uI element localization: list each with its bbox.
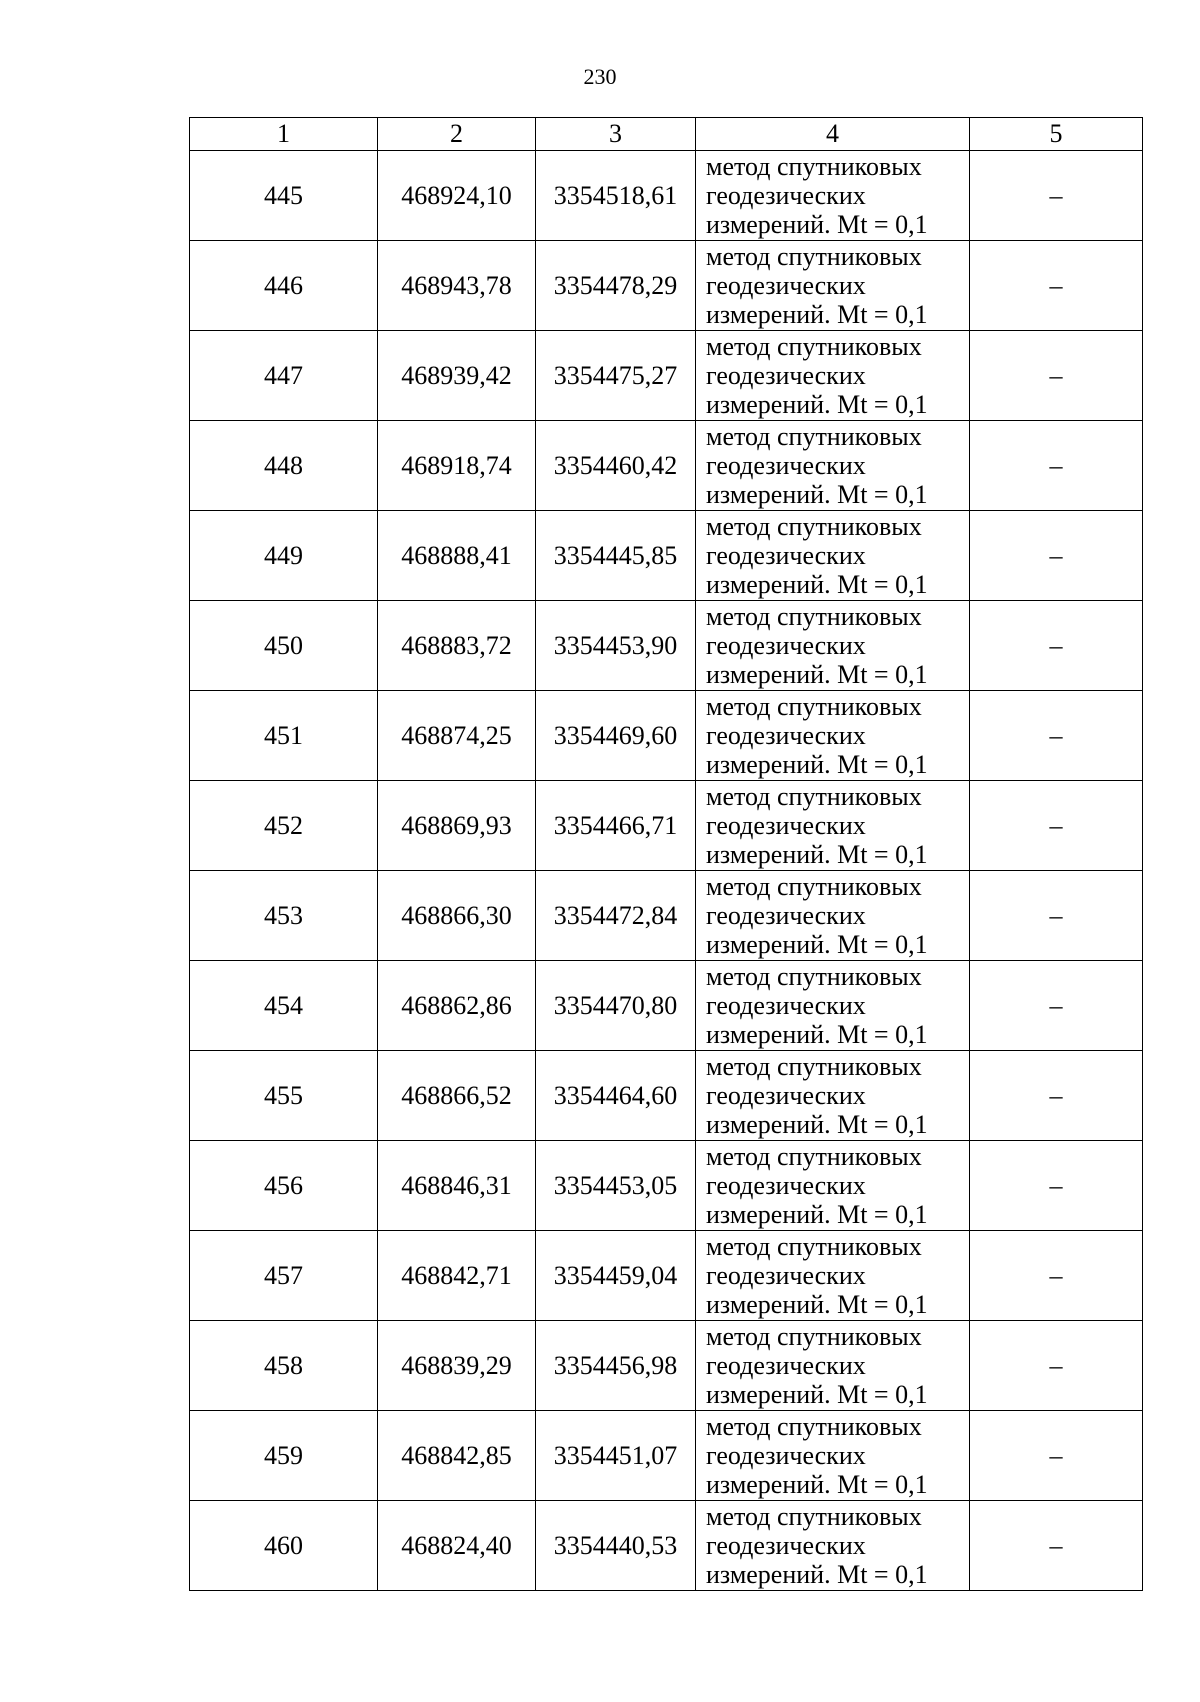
point-number-cell: 455 bbox=[190, 1051, 378, 1141]
point-number-cell: 448 bbox=[190, 421, 378, 511]
x-coordinate-cell: 468939,42 bbox=[378, 331, 536, 421]
method-cell bbox=[696, 241, 970, 331]
y-coordinate-cell: 3354453,05 bbox=[536, 1141, 696, 1231]
point-number-cell: 457 bbox=[190, 1231, 378, 1321]
method-cell bbox=[696, 1141, 970, 1231]
method-line: геодезических bbox=[706, 991, 866, 1020]
method-cell bbox=[696, 1231, 970, 1321]
table-header bbox=[190, 118, 1143, 151]
table-row bbox=[190, 151, 1143, 241]
header-cell-5: 5 bbox=[970, 118, 1143, 151]
note-cell: – bbox=[970, 421, 1143, 511]
method-line: измерений. Mt = 0,1 bbox=[706, 1470, 928, 1499]
y-coordinate-cell: 3354459,04 bbox=[536, 1231, 696, 1321]
method-line: измерений. Mt = 0,1 bbox=[706, 930, 928, 959]
table-row bbox=[190, 1051, 1143, 1141]
method-line: измерений. Mt = 0,1 bbox=[706, 1020, 928, 1049]
method-line: метод спутниковых bbox=[706, 1322, 922, 1351]
method-line: геодезических bbox=[706, 1441, 866, 1470]
note-cell: – bbox=[970, 1141, 1143, 1231]
method-line: геодезических bbox=[706, 811, 866, 840]
header-cell-1: 1 bbox=[190, 118, 378, 151]
method-line: метод спутниковых bbox=[706, 1052, 922, 1081]
method-line: геодезических bbox=[706, 1171, 866, 1200]
method-line: измерений. Mt = 0,1 bbox=[706, 390, 928, 419]
method-line: метод спутниковых bbox=[706, 692, 922, 721]
method-line: геодезических bbox=[706, 451, 866, 480]
table-row bbox=[190, 241, 1143, 331]
y-coordinate-cell: 3354445,85 bbox=[536, 511, 696, 601]
method-cell bbox=[696, 511, 970, 601]
x-coordinate-cell: 468918,74 bbox=[378, 421, 536, 511]
method-cell bbox=[696, 151, 970, 241]
header-cell-2: 2 bbox=[378, 118, 536, 151]
point-number-cell: 450 bbox=[190, 601, 378, 691]
note-cell: – bbox=[970, 511, 1143, 601]
method-cell bbox=[696, 1321, 970, 1411]
x-coordinate-cell: 468842,71 bbox=[378, 1231, 536, 1321]
x-coordinate-cell: 468839,29 bbox=[378, 1321, 536, 1411]
y-coordinate-cell: 3354440,53 bbox=[536, 1501, 696, 1591]
point-number-cell: 447 bbox=[190, 331, 378, 421]
method-line: геодезических bbox=[706, 1351, 866, 1380]
y-coordinate-cell: 3354472,84 bbox=[536, 871, 696, 961]
method-line: метод спутниковых bbox=[706, 332, 922, 361]
method-line: геодезических bbox=[706, 181, 866, 210]
method-cell bbox=[696, 961, 970, 1051]
method-line: метод спутниковых bbox=[706, 512, 922, 541]
method-line: измерений. Mt = 0,1 bbox=[706, 480, 928, 509]
point-number-cell: 460 bbox=[190, 1501, 378, 1591]
method-line: измерений. Mt = 0,1 bbox=[706, 1110, 928, 1139]
method-line: измерений. Mt = 0,1 bbox=[706, 840, 928, 869]
point-number-cell: 451 bbox=[190, 691, 378, 781]
table-row bbox=[190, 1321, 1143, 1411]
method-line: геодезических bbox=[706, 361, 866, 390]
method-line: геодезических bbox=[706, 541, 866, 570]
y-coordinate-cell: 3354453,90 bbox=[536, 601, 696, 691]
y-coordinate-cell: 3354478,29 bbox=[536, 241, 696, 331]
method-line: измерений. Mt = 0,1 bbox=[706, 1560, 928, 1589]
note-cell: – bbox=[970, 1411, 1143, 1501]
method-cell bbox=[696, 331, 970, 421]
note-cell: – bbox=[970, 241, 1143, 331]
point-number-cell: 445 bbox=[190, 151, 378, 241]
method-line: измерений. Mt = 0,1 bbox=[706, 1200, 928, 1229]
method-line: метод спутниковых bbox=[706, 962, 922, 991]
method-line: геодезических bbox=[706, 1081, 866, 1110]
table-row bbox=[190, 1411, 1143, 1501]
x-coordinate-cell: 468866,30 bbox=[378, 871, 536, 961]
method-cell bbox=[696, 421, 970, 511]
note-cell: – bbox=[970, 961, 1143, 1051]
x-coordinate-cell: 468869,93 bbox=[378, 781, 536, 871]
method-line: геодезических bbox=[706, 1531, 866, 1560]
method-line: геодезических bbox=[706, 271, 866, 300]
method-line: геодезических bbox=[706, 901, 866, 930]
table-row bbox=[190, 781, 1143, 871]
header-cell-3: 3 bbox=[536, 118, 696, 151]
point-number-cell: 459 bbox=[190, 1411, 378, 1501]
table-row bbox=[190, 1141, 1143, 1231]
table-row bbox=[190, 601, 1143, 691]
note-cell: – bbox=[970, 1051, 1143, 1141]
method-line: измерений. Mt = 0,1 bbox=[706, 660, 928, 689]
note-cell: – bbox=[970, 1231, 1143, 1321]
header-row bbox=[190, 118, 1143, 151]
x-coordinate-cell: 468943,78 bbox=[378, 241, 536, 331]
coordinates-table bbox=[189, 117, 1143, 1591]
y-coordinate-cell: 3354518,61 bbox=[536, 151, 696, 241]
x-coordinate-cell: 468866,52 bbox=[378, 1051, 536, 1141]
method-line: метод спутниковых bbox=[706, 152, 922, 181]
method-cell bbox=[696, 691, 970, 781]
method-line: метод спутниковых bbox=[706, 422, 922, 451]
point-number-cell: 449 bbox=[190, 511, 378, 601]
note-cell: – bbox=[970, 331, 1143, 421]
method-line: метод спутниковых bbox=[706, 1232, 922, 1261]
method-line: метод спутниковых bbox=[706, 602, 922, 631]
note-cell: – bbox=[970, 1501, 1143, 1591]
y-coordinate-cell: 3354464,60 bbox=[536, 1051, 696, 1141]
note-cell: – bbox=[970, 1321, 1143, 1411]
table-row bbox=[190, 961, 1143, 1051]
y-coordinate-cell: 3354466,71 bbox=[536, 781, 696, 871]
y-coordinate-cell: 3354469,60 bbox=[536, 691, 696, 781]
method-line: измерений. Mt = 0,1 bbox=[706, 300, 928, 329]
y-coordinate-cell: 3354470,80 bbox=[536, 961, 696, 1051]
method-cell bbox=[696, 1501, 970, 1591]
method-line: измерений. Mt = 0,1 bbox=[706, 750, 928, 779]
method-cell bbox=[696, 601, 970, 691]
note-cell: – bbox=[970, 601, 1143, 691]
table-row bbox=[190, 1501, 1143, 1591]
point-number-cell: 452 bbox=[190, 781, 378, 871]
method-line: метод спутниковых bbox=[706, 242, 922, 271]
x-coordinate-cell: 468883,72 bbox=[378, 601, 536, 691]
method-line: геодезических bbox=[706, 721, 866, 750]
point-number-cell: 453 bbox=[190, 871, 378, 961]
table-body bbox=[190, 151, 1143, 1591]
y-coordinate-cell: 3354460,42 bbox=[536, 421, 696, 511]
point-number-cell: 458 bbox=[190, 1321, 378, 1411]
x-coordinate-cell: 468924,10 bbox=[378, 151, 536, 241]
method-cell bbox=[696, 1411, 970, 1501]
method-cell bbox=[696, 1051, 970, 1141]
note-cell: – bbox=[970, 691, 1143, 781]
table-row bbox=[190, 331, 1143, 421]
table-row bbox=[190, 1231, 1143, 1321]
table-row bbox=[190, 871, 1143, 961]
point-number-cell: 456 bbox=[190, 1141, 378, 1231]
method-line: измерений. Mt = 0,1 bbox=[706, 210, 928, 239]
x-coordinate-cell: 468824,40 bbox=[378, 1501, 536, 1591]
table-row bbox=[190, 511, 1143, 601]
method-cell bbox=[696, 781, 970, 871]
method-cell bbox=[696, 871, 970, 961]
table-row bbox=[190, 691, 1143, 781]
y-coordinate-cell: 3354451,07 bbox=[536, 1411, 696, 1501]
method-line: измерений. Mt = 0,1 bbox=[706, 570, 928, 599]
header-cell-4: 4 bbox=[696, 118, 970, 151]
y-coordinate-cell: 3354456,98 bbox=[536, 1321, 696, 1411]
method-line: метод спутниковых bbox=[706, 782, 922, 811]
x-coordinate-cell: 468862,86 bbox=[378, 961, 536, 1051]
method-line: измерений. Mt = 0,1 bbox=[706, 1290, 928, 1319]
x-coordinate-cell: 468888,41 bbox=[378, 511, 536, 601]
note-cell: – bbox=[970, 151, 1143, 241]
note-cell: – bbox=[970, 781, 1143, 871]
table-row bbox=[190, 421, 1143, 511]
x-coordinate-cell: 468874,25 bbox=[378, 691, 536, 781]
note-cell: – bbox=[970, 871, 1143, 961]
method-line: метод спутниковых bbox=[706, 1502, 922, 1531]
method-line: метод спутниковых bbox=[706, 872, 922, 901]
method-line: геодезических bbox=[706, 1261, 866, 1290]
point-number-cell: 454 bbox=[190, 961, 378, 1051]
point-number-cell: 446 bbox=[190, 241, 378, 331]
x-coordinate-cell: 468842,85 bbox=[378, 1411, 536, 1501]
method-line: геодезических bbox=[706, 631, 866, 660]
x-coordinate-cell: 468846,31 bbox=[378, 1141, 536, 1231]
method-line: измерений. Mt = 0,1 bbox=[706, 1380, 928, 1409]
y-coordinate-cell: 3354475,27 bbox=[536, 331, 696, 421]
page-number: 230 bbox=[583, 64, 617, 89]
method-line: метод спутниковых bbox=[706, 1142, 922, 1171]
method-line: метод спутниковых bbox=[706, 1412, 922, 1441]
